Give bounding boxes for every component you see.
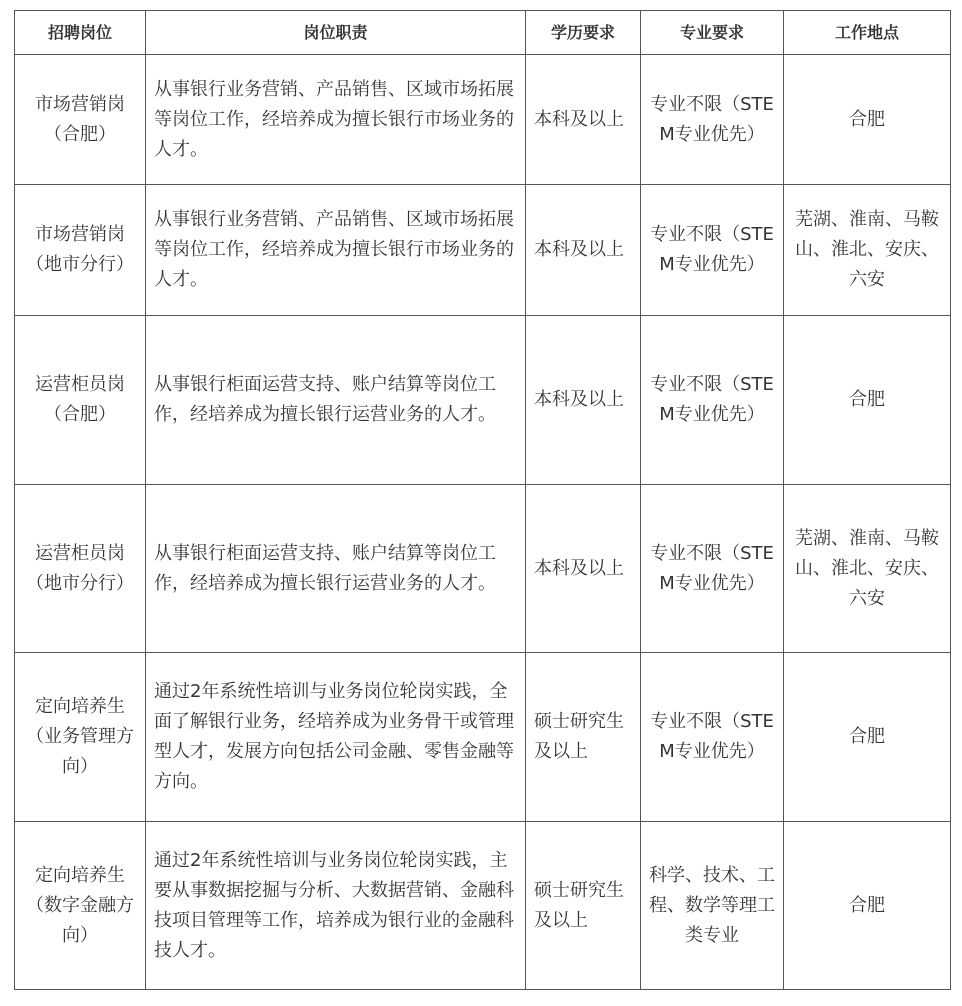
cell-major: 专业不限（STEM专业优先） <box>641 55 784 185</box>
cell-major: 科学、技术、工程、数学等理工类专业 <box>641 822 784 990</box>
cell-education: 硕士研究生及以上 <box>526 822 641 990</box>
table-row <box>15 316 951 485</box>
recruitment-table-container <box>14 10 951 990</box>
cell-position: 定向培养生（数字金融方向） <box>15 822 146 990</box>
cell-duty: 从事银行柜面运营支持、账户结算等岗位工作，经培养成为擅长银行运营业务的人才。 <box>146 316 526 485</box>
table-row <box>15 185 951 316</box>
cell-education: 本科及以上 <box>526 316 641 485</box>
cell-position: 运营柜员岗（地市分行） <box>15 485 146 653</box>
cell-major: 专业不限（STEM专业优先） <box>641 185 784 316</box>
table-row <box>15 653 951 822</box>
cell-duty: 通过2年系统性培训与业务岗位轮岗实践，全面了解银行业务，经培养成为业务骨干或管理型人才，发展方向包括公司金融、零售金融等方向。 <box>146 653 526 822</box>
header-major: 专业要求 <box>641 11 784 55</box>
cell-education: 本科及以上 <box>526 185 641 316</box>
cell-location: 芜湖、淮南、马鞍山、淮北、安庆、六安 <box>784 485 951 653</box>
cell-location: 合肥 <box>784 822 951 990</box>
cell-position: 运营柜员岗（合肥） <box>15 316 146 485</box>
cell-location: 合肥 <box>784 55 951 185</box>
cell-duty: 通过2年系统性培训与业务岗位轮岗实践，主要从事数据挖掘与分析、大数据营销、金融科技项目管理等工作，培养成为银行业的金融科技人才。 <box>146 822 526 990</box>
cell-duty: 从事银行业务营销、产品销售、区域市场拓展等岗位工作，经培养成为擅长银行市场业务的人才。 <box>146 55 526 185</box>
table-header-row <box>15 11 951 55</box>
cell-location: 合肥 <box>784 316 951 485</box>
cell-position: 定向培养生（业务管理方向） <box>15 653 146 822</box>
cell-location: 芜湖、淮南、马鞍山、淮北、安庆、六安 <box>784 185 951 316</box>
table-row <box>15 485 951 653</box>
header-duty: 岗位职责 <box>146 11 526 55</box>
cell-duty: 从事银行柜面运营支持、账户结算等岗位工作，经培养成为擅长银行运营业务的人才。 <box>146 485 526 653</box>
recruitment-table <box>14 10 951 990</box>
table-row <box>15 55 951 185</box>
header-position: 招聘岗位 <box>15 11 146 55</box>
cell-education: 本科及以上 <box>526 485 641 653</box>
cell-position: 市场营销岗（地市分行） <box>15 185 146 316</box>
cell-major: 专业不限（STEM专业优先） <box>641 485 784 653</box>
header-location: 工作地点 <box>784 11 951 55</box>
cell-education: 硕士研究生及以上 <box>526 653 641 822</box>
cell-position: 市场营销岗（合肥） <box>15 55 146 185</box>
header-education: 学历要求 <box>526 11 641 55</box>
cell-major: 专业不限（STEM专业优先） <box>641 653 784 822</box>
cell-duty: 从事银行业务营销、产品销售、区域市场拓展等岗位工作，经培养成为擅长银行市场业务的人才。 <box>146 185 526 316</box>
cell-education: 本科及以上 <box>526 55 641 185</box>
cell-major: 专业不限（STEM专业优先） <box>641 316 784 485</box>
table-row <box>15 822 951 990</box>
cell-location: 合肥 <box>784 653 951 822</box>
